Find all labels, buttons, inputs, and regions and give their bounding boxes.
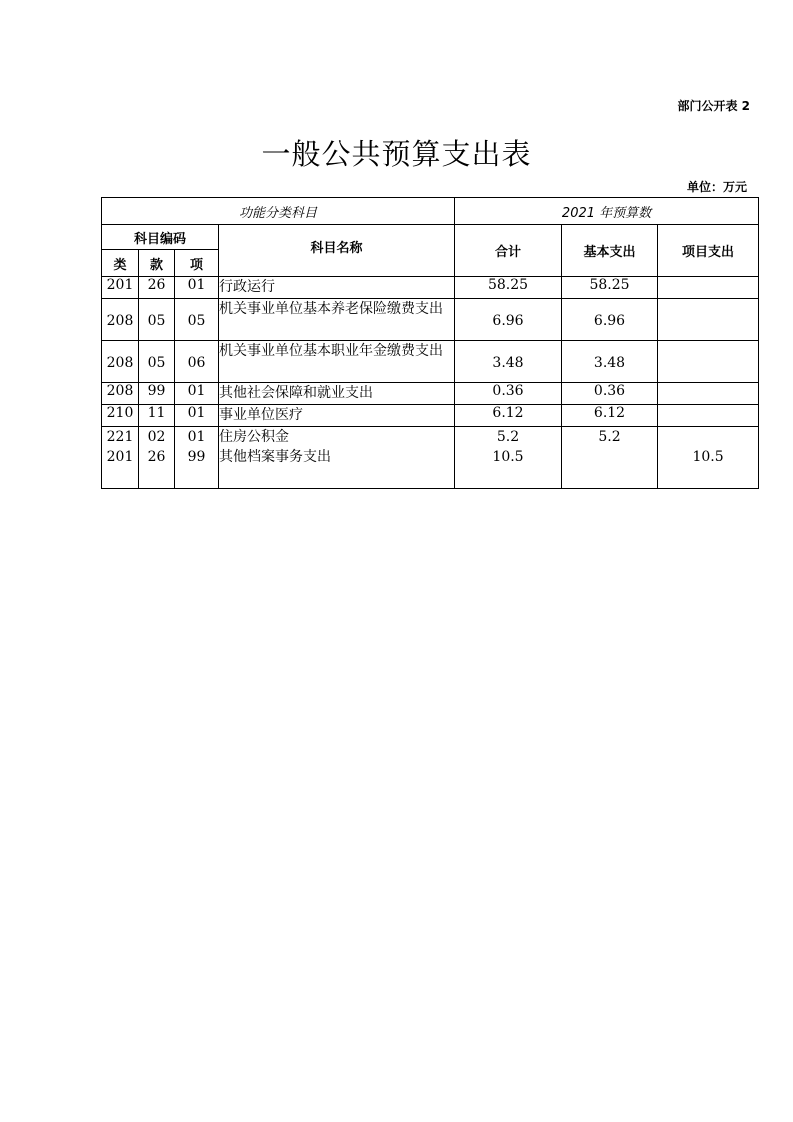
xiang-cell: 01 [175, 277, 219, 299]
kuan-cell: 05 [139, 341, 175, 383]
total-value: 5.2 [496, 429, 520, 445]
total-cell: 58.25 [455, 277, 562, 299]
xiang-cell: 01 [175, 383, 219, 405]
lei-cell: 208 [102, 383, 139, 405]
table-row [102, 383, 759, 405]
document-label: 部门公开表 2 [677, 99, 750, 113]
project-cell [658, 299, 759, 341]
total-cell: 3.48 [455, 341, 562, 383]
unit-label: 单位：万元 [686, 180, 747, 194]
kuan-cell: 26 [139, 277, 175, 299]
kuan-cell: 05 [139, 299, 175, 341]
lei-cell [102, 427, 139, 489]
subject-name-value: 其他档案事务支出 [219, 449, 331, 465]
header-row-1 [102, 198, 759, 225]
kuan-value: 02 [147, 429, 166, 445]
basic-value [562, 447, 657, 467]
functional-category-header: 功能分类科目 [102, 198, 455, 225]
subject-name-value: 住房公积金 [219, 429, 289, 445]
xiang-cell [175, 427, 219, 489]
header-row-2 [102, 225, 759, 250]
lei-value: 201 [106, 449, 134, 465]
subject-name-header: 科目名称 [219, 225, 455, 277]
xiang-header: 项 [175, 250, 219, 277]
project-value [658, 427, 758, 447]
basic-cell: 6.96 [562, 299, 658, 341]
xiang-value: 99 [187, 449, 206, 465]
lei-header: 类 [102, 250, 139, 277]
subject-name-cell: 机关事业单位基本养老保险缴费支出 [219, 299, 455, 341]
kuan-cell: 11 [139, 405, 175, 427]
total-cell: 0.36 [455, 383, 562, 405]
subject-code-header: 科目编码 [102, 225, 219, 250]
budget-year-header: 2021 年预算数 [455, 198, 759, 225]
kuan-cell [139, 427, 175, 489]
total-cell [455, 427, 562, 489]
lei-cell: 210 [102, 405, 139, 427]
project-cell [658, 341, 759, 383]
basic-cell: 3.48 [562, 341, 658, 383]
table-row [102, 405, 759, 427]
kuan-header: 款 [139, 250, 175, 277]
subject-name-cell: 事业单位医疗 [219, 405, 455, 427]
basic-cell: 0.36 [562, 383, 658, 405]
total-value: 10.5 [492, 449, 524, 465]
project-cell [658, 383, 759, 405]
total-header: 合计 [455, 225, 562, 277]
project-cell [658, 427, 759, 489]
kuan-value: 26 [147, 449, 166, 465]
basic-cell: 6.12 [562, 405, 658, 427]
page-title: 一般公共预算支出表 [261, 137, 532, 171]
project-cell [658, 405, 759, 427]
project-expense-header: 项目支出 [658, 225, 759, 277]
xiang-cell: 05 [175, 299, 219, 341]
basic-cell [562, 427, 658, 489]
lei-cell: 201 [102, 277, 139, 299]
table-row [102, 299, 759, 341]
budget-table [101, 197, 759, 489]
total-cell: 6.96 [455, 299, 562, 341]
xiang-cell: 06 [175, 341, 219, 383]
project-value: 10.5 [692, 449, 724, 465]
subject-name-cell [219, 427, 455, 489]
lei-cell: 208 [102, 299, 139, 341]
table-row [102, 277, 759, 299]
basic-expense-header: 基本支出 [562, 225, 658, 277]
lei-cell: 208 [102, 341, 139, 383]
subject-name-cell: 机关事业单位基本职业年金缴费支出 [219, 341, 455, 383]
basic-value: 5.2 [598, 429, 621, 445]
project-cell [658, 277, 759, 299]
total-cell: 6.12 [455, 405, 562, 427]
subject-name-cell: 行政运行 [219, 277, 455, 299]
xiang-value: 01 [187, 429, 206, 445]
lei-value: 221 [106, 429, 134, 445]
table-row [102, 341, 759, 383]
table-row-combined [102, 427, 759, 489]
xiang-cell: 01 [175, 405, 219, 427]
subject-name-cell: 其他社会保障和就业支出 [219, 383, 455, 405]
kuan-cell: 99 [139, 383, 175, 405]
basic-cell: 58.25 [562, 277, 658, 299]
